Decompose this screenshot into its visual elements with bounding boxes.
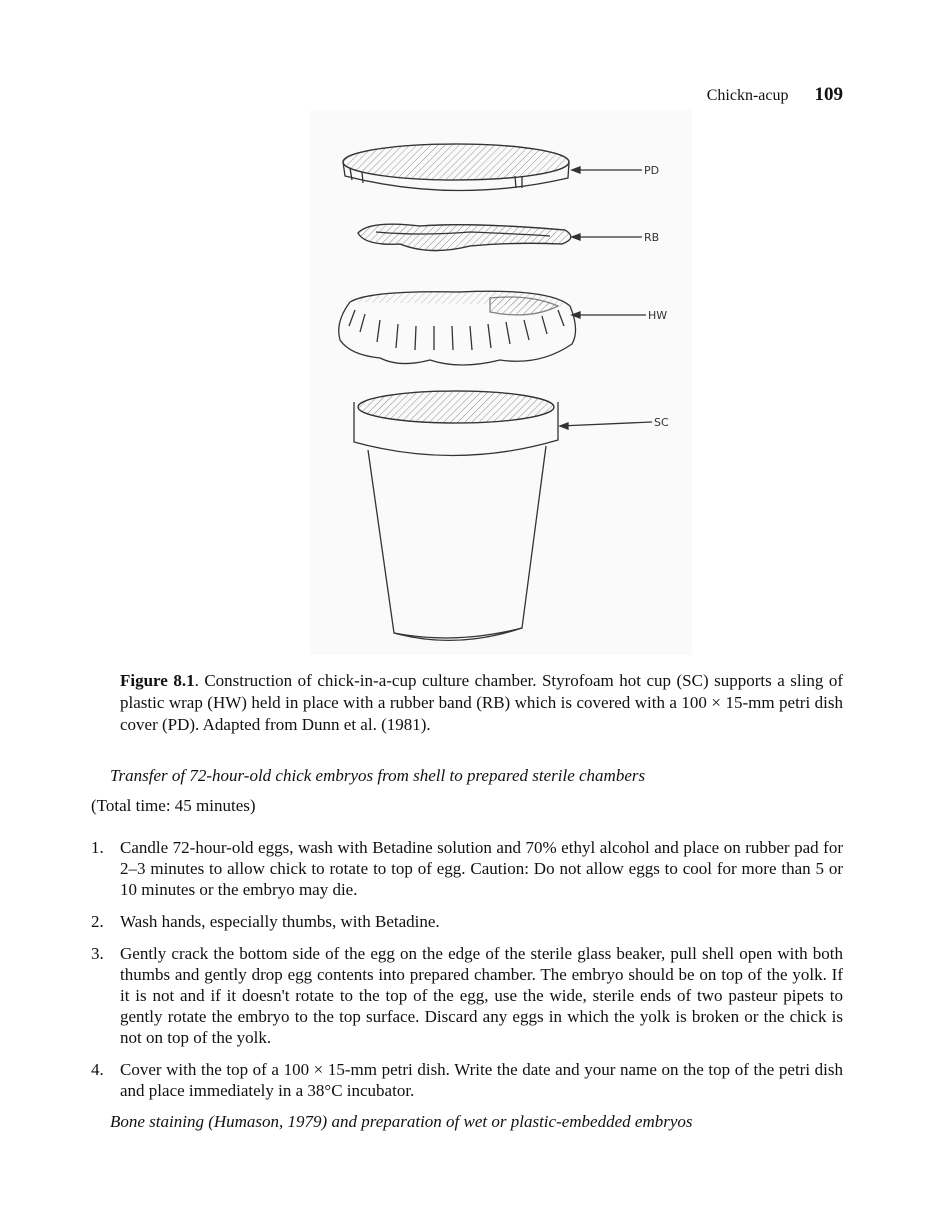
step-text: Wash hands, especially thumbs, with Betadine. xyxy=(120,912,440,931)
list-item xyxy=(91,837,843,900)
step-text: Gently crack the bottom side of the egg on the edge of the sterile glass beaker, pull shell open with both thumbs and gently drop egg contents into prepared chamber. The embryo should be on top of the yolk. If it is not and if it doesn't rotate to the top of the egg, use the wide, sterile ends of two pasteur pipets to gently rotate the embryo to the top surface. Discard any eggs in which the yolk is broken or the chick is not on top of the yolk. xyxy=(120,944,843,1047)
petri-dish-drawing xyxy=(343,144,569,191)
plastic-wrap-drawing xyxy=(339,291,576,365)
section-heading-transfer: Transfer of 72-hour-old chick embryos from shell to prepared sterile chambers xyxy=(110,766,646,785)
label-sc: SC xyxy=(654,416,669,429)
label-hw: HW xyxy=(648,309,668,322)
running-head xyxy=(707,84,843,106)
list-item xyxy=(91,943,843,1048)
procedure-steps xyxy=(91,837,843,1112)
figure-chick-chamber-illustration xyxy=(310,110,692,655)
running-title: Chickn-acup xyxy=(706,87,789,104)
caption-label: Figure 8.1 xyxy=(120,671,195,690)
page-number: 109 xyxy=(814,84,843,105)
step-text: Cover with the top of a 100 × 15-mm petri dish. Write the date and your name on the top of the petri dish and place immediately in a 38°C incubator. xyxy=(120,1060,843,1100)
styrofoam-cup-drawing xyxy=(354,391,558,640)
caption-text: . Construction of chick-in-a-cup culture chamber. Styrofoam hot cup (SC) supports a sling of plastic wrap (HW) held in place with a rubber band (RB) which is covered with a 100 × 15-mm petri dish cover (PD). Adapted from Dunn et al. (1981). xyxy=(120,671,843,734)
total-time: (Total time: 45 minutes) xyxy=(91,796,256,815)
step-text: Candle 72-hour-old eggs, wash with Betadine solution and 70% ethyl alcohol and place on rubber pad for 2–3 minutes to allow chick to rotate to top of egg. Caution: Do not allow eggs to cool for more than 5 or 10 minutes or the embryo may die. xyxy=(120,838,843,899)
list-item xyxy=(91,911,843,932)
step-number: 1. xyxy=(91,838,104,857)
rubber-band-drawing xyxy=(358,224,571,250)
label-rb: RB xyxy=(644,231,660,244)
label-pd: PD xyxy=(644,164,660,177)
step-number: 2. xyxy=(91,912,104,931)
section-heading-bone-staining: Bone staining (Humason, 1979) and preparation of wet or plastic-embedded embryos xyxy=(110,1112,693,1131)
step-number: 4. xyxy=(91,1060,104,1079)
list-item xyxy=(91,1059,843,1101)
figure-caption xyxy=(120,670,843,736)
step-number: 3. xyxy=(91,944,104,963)
